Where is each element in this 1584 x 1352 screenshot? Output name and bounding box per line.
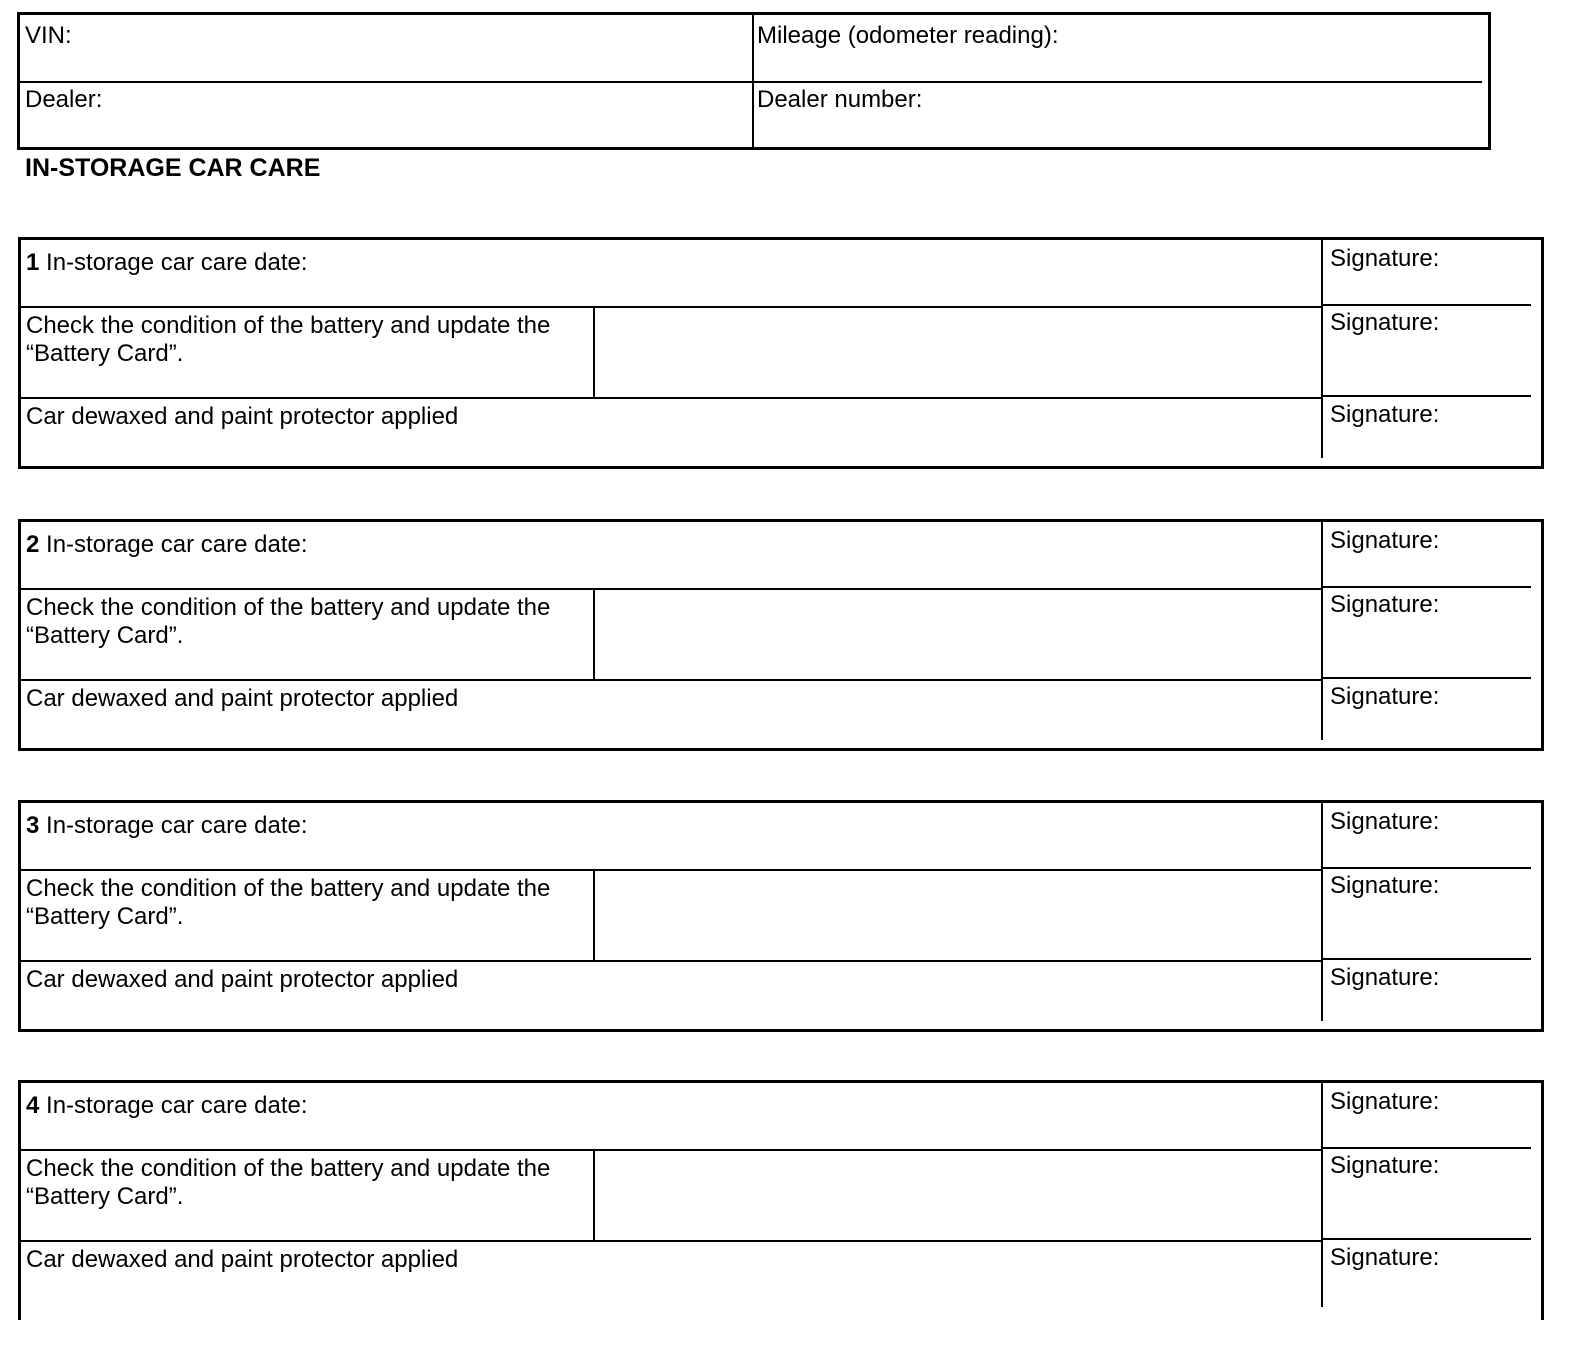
dealer-label[interactable]: Dealer:: [25, 86, 103, 113]
battery-check-line2: “Battery Card”.: [26, 622, 184, 649]
signature-field[interactable]: Signature:: [1330, 1088, 1440, 1115]
signature-column-divider: [1321, 803, 1323, 1021]
row-divider: [21, 1240, 1321, 1242]
signature-field[interactable]: Signature:: [1330, 245, 1440, 272]
header-row-divider: [20, 81, 1482, 83]
battery-cell-divider: [593, 869, 595, 960]
row-divider: [21, 397, 1321, 399]
block-number: 1: [26, 249, 40, 276]
section-title: IN-STORAGE CAR CARE: [25, 154, 321, 182]
row-divider: [1323, 677, 1531, 679]
battery-check-line2: “Battery Card”.: [26, 1183, 184, 1210]
battery-cell-divider: [593, 306, 595, 397]
battery-cell-divider: [593, 1149, 595, 1240]
battery-check-line1: Check the condition of the battery and update the: [26, 1155, 551, 1182]
block-number: 4: [26, 1092, 40, 1119]
battery-check-line2: “Battery Card”.: [26, 340, 184, 367]
care-date-label: In-storage car care date:: [46, 812, 308, 839]
block-number: 2: [26, 531, 40, 558]
dewax-label: Car dewaxed and paint protector applied: [26, 966, 459, 993]
row-divider: [1323, 867, 1531, 869]
row-divider: [21, 1149, 1321, 1151]
row-divider: [1323, 1147, 1531, 1149]
signature-field[interactable]: Signature:: [1330, 808, 1440, 835]
row-divider: [21, 588, 1321, 590]
battery-check-line1: Check the condition of the battery and update the: [26, 312, 551, 339]
care-block-4: [18, 1080, 1544, 1320]
care-block-2: [18, 519, 1544, 751]
mileage-label[interactable]: Mileage (odometer reading):: [757, 22, 1059, 49]
row-divider: [1323, 395, 1531, 397]
signature-column-divider: [1321, 1083, 1323, 1307]
signature-field[interactable]: Signature:: [1330, 527, 1440, 554]
signature-field[interactable]: Signature:: [1330, 591, 1440, 618]
care-date-field[interactable]: [26, 249, 308, 277]
signature-field[interactable]: Signature:: [1330, 309, 1440, 336]
care-date-field[interactable]: [26, 812, 308, 840]
block-number: 3: [26, 812, 40, 839]
battery-check-line1: Check the condition of the battery and update the: [26, 594, 551, 621]
row-divider: [21, 679, 1321, 681]
row-divider: [21, 869, 1321, 871]
signature-field[interactable]: Signature:: [1330, 872, 1440, 899]
care-block-1: [18, 237, 1544, 469]
row-divider: [1323, 958, 1531, 960]
care-date-label: In-storage car care date:: [46, 1092, 308, 1119]
battery-check-line1: Check the condition of the battery and update the: [26, 875, 551, 902]
row-divider: [1323, 304, 1531, 306]
signature-column-divider: [1321, 522, 1323, 740]
care-date-field[interactable]: [26, 1092, 308, 1120]
signature-field[interactable]: Signature:: [1330, 683, 1440, 710]
dewax-label: Car dewaxed and paint protector applied: [26, 1246, 459, 1273]
care-date-field[interactable]: [26, 531, 308, 559]
signature-field[interactable]: Signature:: [1330, 964, 1440, 991]
care-date-label: In-storage car care date:: [46, 531, 308, 558]
care-date-label: In-storage car care date:: [46, 249, 308, 276]
signature-field[interactable]: Signature:: [1330, 1244, 1440, 1271]
dealer-number-label[interactable]: Dealer number:: [757, 86, 923, 113]
row-divider: [1323, 1238, 1531, 1240]
vehicle-info-box: [17, 12, 1491, 150]
care-block-3: [18, 800, 1544, 1032]
row-divider: [21, 306, 1321, 308]
battery-check-line2: “Battery Card”.: [26, 903, 184, 930]
signature-field[interactable]: Signature:: [1330, 1152, 1440, 1179]
row-divider: [1323, 586, 1531, 588]
signature-field[interactable]: Signature:: [1330, 401, 1440, 428]
dewax-label: Car dewaxed and paint protector applied: [26, 685, 459, 712]
row-divider: [21, 960, 1321, 962]
dewax-label: Car dewaxed and paint protector applied: [26, 403, 459, 430]
signature-column-divider: [1321, 240, 1323, 458]
vin-label[interactable]: VIN:: [25, 22, 72, 49]
battery-cell-divider: [593, 588, 595, 679]
